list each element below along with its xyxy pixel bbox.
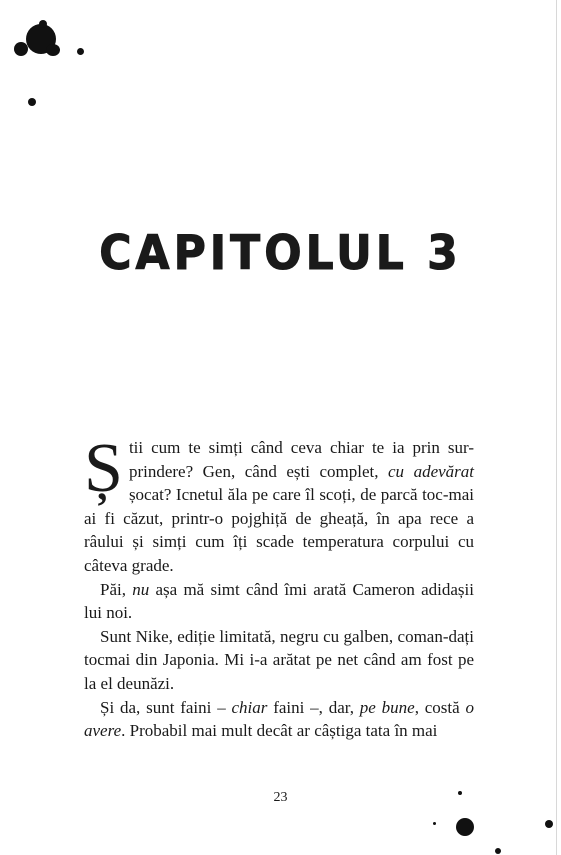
paragraph — [84, 696, 474, 743]
text-run: așa mă simt când îmi arată Cameron adidașii lui noi. — [84, 579, 474, 623]
text-run: Și da, sunt faini – — [100, 697, 232, 717]
italic-run: cu adevărat — [388, 461, 474, 481]
text-run: tii cum te simți când ceva chiar te ia prin sur-prindere? Gen, când ești complet, — [128, 438, 474, 481]
text-run: faini –, dar, — [267, 697, 360, 717]
italic-run: pe bune — [359, 697, 415, 717]
page-edge-divider — [556, 0, 557, 855]
italic-run: nu — [132, 579, 150, 599]
text-run: . Probabil mai mult decât ar câștiga tata în mai — [121, 721, 438, 741]
page-number: 23 — [273, 790, 288, 805]
paragraph — [84, 430, 474, 578]
italic-run: o avere — [84, 697, 474, 741]
drop-cap: Ș — [84, 430, 123, 507]
chapter-title: CAPITOLUL 3 — [99, 225, 462, 282]
text-run: Păi, — [100, 579, 133, 599]
paragraph — [84, 625, 474, 696]
text-run: Sunt Nike, ediție limitată, negru cu galben, coman-dați tocmai din Japonia. Mi i-a arătat pe net când am fost pe la el deunăzi. — [84, 626, 474, 693]
italic-run: chiar — [231, 697, 268, 717]
paragraph — [84, 578, 474, 625]
chapter-body-text — [84, 430, 474, 743]
text-run: , costă — [414, 697, 466, 717]
text-run: șocat? Icnetul ăla pe care îl scoți, de parcă toc-mai ai fi căzut, printr-o pojghiță de gheață, în apa rece a râului și simți cum îți scade temperatura corpului cu câteva grade. — [84, 485, 474, 575]
